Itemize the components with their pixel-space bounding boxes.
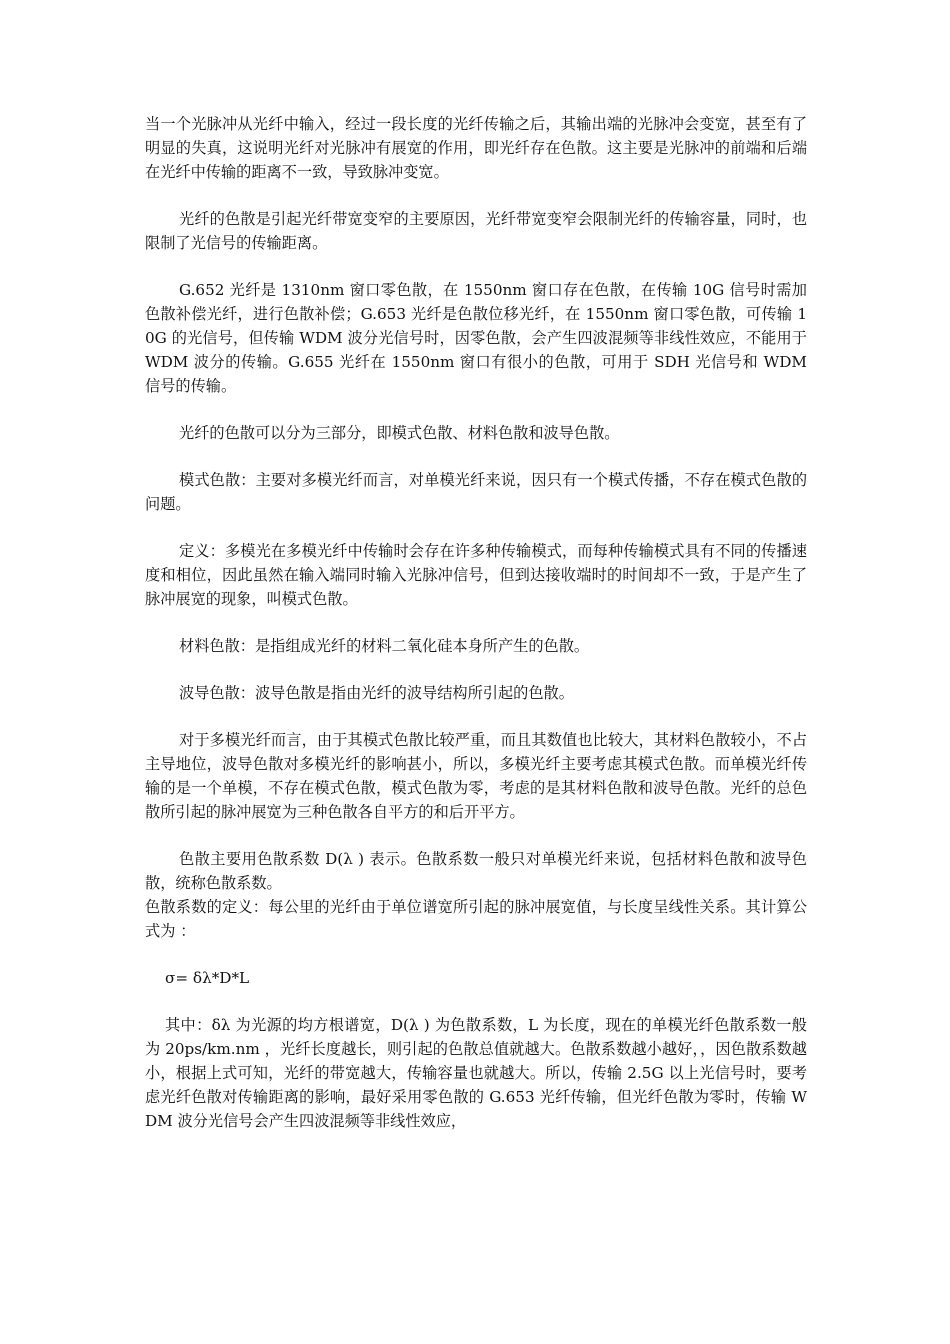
formula: σ= δλ*D*L (165, 969, 250, 987)
paragraph-waveguide-dispersion: 波导色散：波导色散是指由光纤的波导结构所引起的色散。 (179, 684, 574, 702)
paragraph-coefficient-definition: 色散系数的定义：每公里的光纤由于单位谱宽所引起的脉冲展宽值，与长度呈线性关系。其计算公式为 ： (145, 898, 807, 940)
paragraph-multimode: 对于多模光纤而言，由于其模式色散比较严重，而且其数值也比较大，其材料色散较小，不占主导地位，波导色散对多模光纤的影响甚小，所以，多模光纤主要考虑其模式色散。而单模光纤传输的是一个单模，不存在模式色散，模式色散为零，考虑的是其材料色散和波导色散。光纤的总色散所引起的脉冲展宽为三种色散各自平方的和后开平方。 (145, 731, 807, 821)
paragraph-dispersion-coefficient: 色散主要用色散系数 D(λ ) 表示。色散系数一般只对单模光纤来说，包括材料色散和波导色散，统称色散系数。 (145, 850, 807, 892)
paragraph-definition: 定义：多模光在多模光纤中传输时会存在许多种传输模式，而每种传输模式具有不同的传播速度和相位，因此虽然在输入端同时输入光脉冲信号，但到达接收端时的时间却不一致，于是产生了脉冲展宽的现象，叫模式色散。 (145, 542, 807, 608)
paragraph-intro: 当一个光脉冲从光纤中输入，经过一段长度的光纤传输之后，其输出端的光脉冲会变宽，甚至有了明显的失真，这说明光纤对光脉冲有展宽的作用，即光纤存在色散。这主要是光脉冲的前端和后端在光纤中传输的距离不一致，导致脉冲变宽。 (145, 115, 807, 181)
paragraph-bandwidth: 光纤的色散是引起光纤带宽变窄的主要原因，光纤带宽变窄会限制光纤的传输容量，同时，也限制了光信号的传输距离。 (145, 210, 807, 252)
document-page (145, 112, 807, 1156)
paragraph-material-dispersion: 材料色散：是指组成光纤的材料二氧化硅本身所产生的色散。 (179, 637, 590, 655)
paragraph-modal-dispersion: 模式色散：主要对多模光纤而言，对单模光纤来说，因只有一个模式传播，不存在模式色散的问题。 (145, 471, 807, 513)
paragraph-dispersion-parts: 光纤的色散可以分为三部分，即模式色散、材料色散和波导色散。 (179, 424, 620, 442)
paragraph-final: 其中：δλ 为光源的均方根谱宽，D(λ ) 为色散系数，L 为长度，现在的单模光纤色散系数一般为 20ps/km.nm ，光纤长度越长，则引起的色散总值就越大。色散系数越小越好，，因色散系数越小，根据上式可知，光纤的带宽越大，传输容量也就越大。所以，传输 2.5G 以上光信号时，要考虑光纤色散对传输距离的影响，最好采用零色散的 G.653 光纤传输，但光纤色散为零时，传输 WDM 波分光信号会产生四波混频等非线性效应， (145, 1016, 807, 1130)
paragraph-fiber-types: G.652 光纤是 1310nm 窗口零色散，在 1550nm 窗口存在色散，在传输 10G 信号时需加色散补偿光纤，进行色散补偿；G.653 光纤是色散位移光纤，在 1550nm 窗口零色散，可传输 10G 的光信号，但传输 WDM 波分光信号时，因零色散，会产生四波混频等非线性效应，不能用于 WDM 波分的传输。G.655 光纤在 1550nm 窗口有很小的色散，可用于 SDH 光信号和 WDM 信号的传输。 (145, 281, 807, 395)
